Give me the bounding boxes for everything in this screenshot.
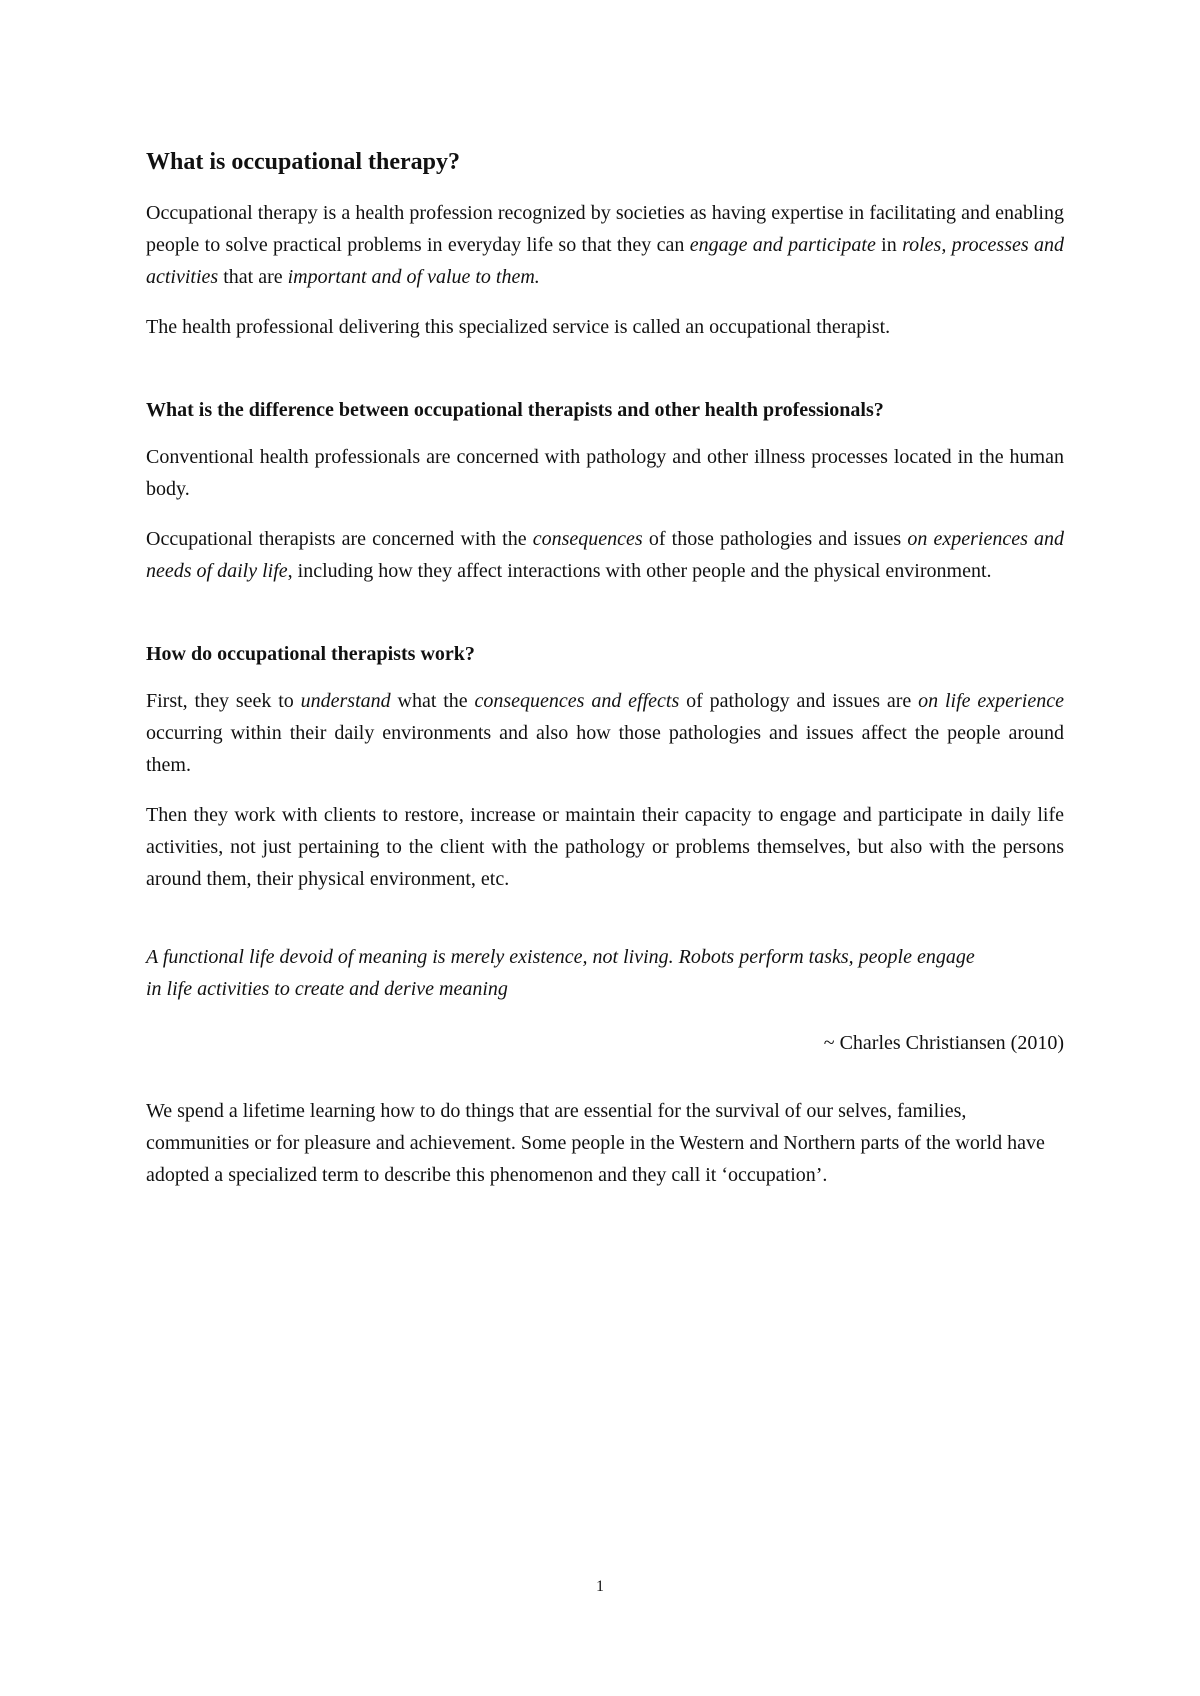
- understand-text-d: occurring within their daily environments and also how those pathologies and issues affect the people around them.: [146, 721, 1064, 776]
- section-spacer: [146, 605, 1064, 641]
- consequences-paragraph: [146, 523, 1064, 587]
- consequences-emphasis: consequences: [532, 527, 643, 550]
- definition-paragraph: [146, 197, 1064, 293]
- how-work-heading: How do occupational therapists work?: [146, 642, 475, 665]
- daily-life-emphasis: on experiences and needs of daily life: [146, 527, 1065, 582]
- understand-text-b: what the: [390, 689, 475, 712]
- quote-attribution: ~ Charles Christiansen (2010): [823, 1031, 1064, 1054]
- page-number: 1: [596, 1578, 604, 1595]
- definition-text-c: that are: [218, 265, 288, 288]
- understand-emphasis: understand: [300, 689, 391, 712]
- understand-paragraph: [146, 685, 1064, 781]
- definition-emphasis-engage: engage and participate: [689, 233, 876, 256]
- section-spacer: [146, 913, 1064, 941]
- consequences-text-a: Occupational therapists are concerned with the: [146, 527, 533, 550]
- definition-text-a: Occupational therapy is a health profession recognized by societies as having expertise in facilitating and enabling people to solve practical problems in everyday life so that they can: [146, 201, 1064, 256]
- understand-text-a: First, they seek to: [146, 689, 301, 712]
- definition-emphasis-roles: roles, processes and activities: [146, 233, 1064, 288]
- consequences-text-c: , including how they affect interactions with other people and the physical environment.: [287, 559, 992, 582]
- understand-text-c: of pathology and issues are: [679, 689, 919, 712]
- therapist-definition-paragraph: The health professional delivering this specialized service is called an occupational therapist.: [146, 315, 891, 338]
- life-experience-emphasis: on life experience: [918, 689, 1064, 712]
- consequences-text-b: of those pathologies and issues: [642, 527, 908, 550]
- definition-emphasis-value: important and of value to them.: [287, 265, 540, 288]
- closing-paragraph: We spend a lifetime learning how to do things that are essential for the survival of our selves, families, communities or for pleasure and achievement. Some people in the Western and Northern parts of the world have adopted a specialized term to describe this phenomenon and they call it ‘occupation’.: [146, 1099, 1045, 1186]
- quote-text: A functional life devoid of meaning is merely existence, not living. Robots perform tasks, people engage in life activities to create and derive meaning: [146, 945, 975, 1000]
- section-spacer: [146, 1059, 1064, 1095]
- document-body: [146, 148, 1064, 1209]
- definition-text-b: in: [875, 233, 903, 256]
- section-spacer: [146, 361, 1064, 397]
- work-with-clients-paragraph: Then they work with clients to restore, increase or maintain their capacity to engage and participate in daily life activities, not just pertaining to the client with the pathology or problems themselves, but also with the persons around them, their physical environment, etc.: [146, 803, 1064, 890]
- page-title: What is occupational therapy?: [146, 149, 461, 175]
- effects-emphasis: consequences and effects: [474, 689, 680, 712]
- difference-heading: What is the difference between occupational therapists and other health professionals?: [146, 398, 884, 421]
- conventional-paragraph: Conventional health professionals are concerned with pathology and other illness processes located in the human body.: [146, 445, 1064, 500]
